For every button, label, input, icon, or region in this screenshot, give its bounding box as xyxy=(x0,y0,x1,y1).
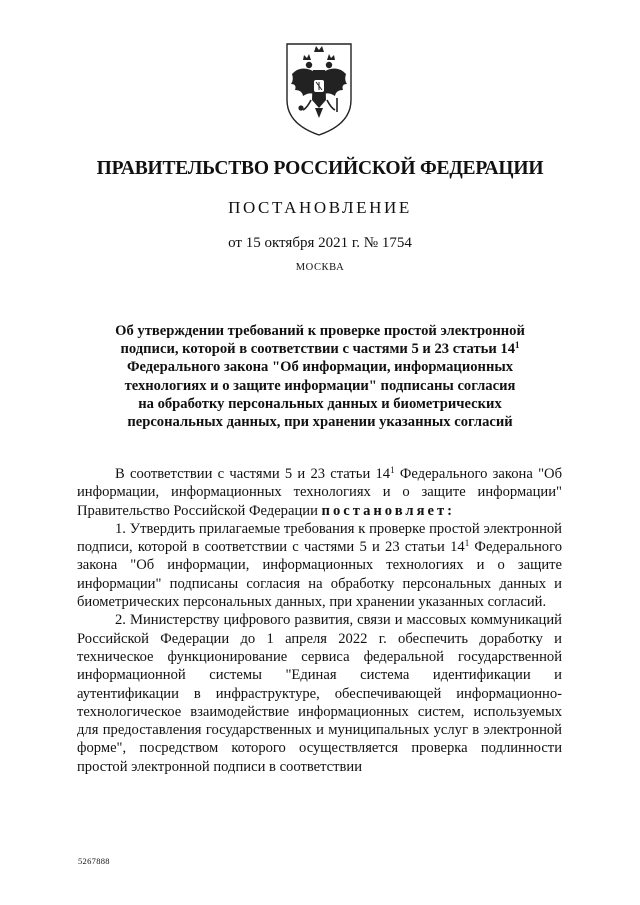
government-heading: ПРАВИТЕЛЬСТВО РОССИЙСКОЙ ФЕДЕРАЦИИ xyxy=(96,158,544,179)
superscript: 1 xyxy=(515,340,520,351)
title-line: Федерального закона "Об информации, информационных xyxy=(126,359,514,376)
clause-2: 2. Министерству цифрового развития, связи и массовых коммуникаций Российской Федерации до 1 апреля 2022 г. обеспечить доработку и техническое функционирование сервиса федеральной государственной информационной системы "Единая система идентификации и аутентификации в инфраструктуре, обеспечивающей информационно-технологическое взаимодействие информационных систем, используемых для предоставления государственных и муниципальных услуг в электронной форме", посредством которого осуществляется проверка подлинности простой электронной подписи в соответствии xyxy=(77,612,562,775)
document-type: ПОСТАНОВЛЕНИЕ xyxy=(228,198,412,217)
superscript: 1 xyxy=(464,538,470,549)
title-line: технологиях и о защите информации" подписаны согласия xyxy=(124,377,516,394)
document-code: 5267888 xyxy=(78,856,110,866)
decree-body xyxy=(77,465,562,776)
title-line: персональных данных, при хранении указанных согласий xyxy=(127,414,513,431)
title-line: на обработку персональных данных и биометрических xyxy=(138,395,502,412)
clause-1: 1. Утвердить прилагаемые требования к проверке простой электронной подписи, которой в соответствии с частями 5 и 23 статьи $14^1$ Федерального закона "Об информации, информационных технологиях и о защите информации" подписаны согласия на обработку персональных данных и биометрических персональных данных, при хранении указанных согласий. xyxy=(77,520,563,611)
coat-of-arms-icon xyxy=(281,38,357,138)
city-name: МОСКВА xyxy=(295,262,345,273)
resolves-keyword: постановляет xyxy=(321,502,448,519)
title-line: Об утверждении требований к проверке простой электронной xyxy=(115,323,525,339)
preamble-paragraph: В соответствии с частями 5 и 23 статьи $14^1$ Федерального закона "Об информации, информационных технологиях и о защите информации" Правительство Российской Федерации постановляет: xyxy=(77,465,562,519)
decree-title xyxy=(90,322,550,431)
decree-date-number: от 15 октября 2021 г. № 1754 xyxy=(228,235,412,251)
title-line: подписи, которой в соответствии с частями 5 и 23 статьи $14^1$ xyxy=(120,340,520,358)
superscript: 1 xyxy=(390,465,395,475)
